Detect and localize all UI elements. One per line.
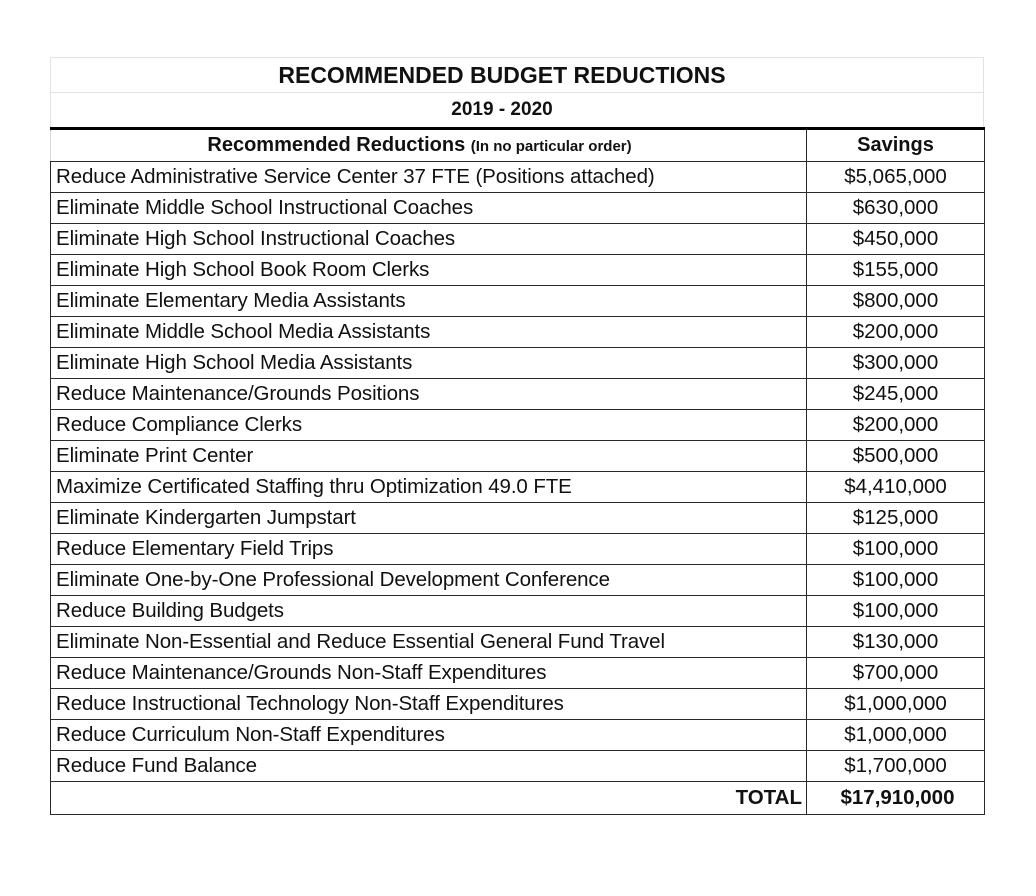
reduction-description: Reduce Curriculum Non-Staff Expenditures	[51, 720, 807, 751]
reduction-description: Eliminate High School Media Assistants	[51, 348, 807, 379]
table-row	[51, 193, 985, 224]
table-row	[51, 224, 985, 255]
table-body	[51, 162, 985, 782]
reduction-description: Eliminate High School Book Room Clerks	[51, 255, 807, 286]
reduction-savings: $100,000	[807, 565, 985, 596]
reduction-savings: $450,000	[807, 224, 985, 255]
reduction-savings: $200,000	[807, 317, 985, 348]
reduction-description: Reduce Fund Balance	[51, 751, 807, 782]
reduction-description: Eliminate Print Center	[51, 441, 807, 472]
table-row	[51, 658, 985, 689]
reduction-description: Eliminate Kindergarten Jumpstart	[51, 503, 807, 534]
header-label: Recommended Reductions	[207, 134, 466, 156]
table-row	[51, 162, 985, 193]
header-note: (In no particular order)	[470, 138, 632, 155]
reduction-savings: $1,000,000	[807, 720, 985, 751]
table-header-row	[51, 129, 985, 162]
budget-reductions-table	[50, 127, 985, 815]
total-label: TOTAL	[51, 782, 807, 815]
table-row	[51, 286, 985, 317]
header-recommended-reductions	[51, 129, 807, 162]
reduction-description: Eliminate Elementary Media Assistants	[51, 286, 807, 317]
table-row	[51, 441, 985, 472]
reduction-savings: $200,000	[807, 410, 985, 441]
reduction-savings: $155,000	[807, 255, 985, 286]
reduction-savings: $4,410,000	[807, 472, 985, 503]
reduction-savings: $700,000	[807, 658, 985, 689]
reduction-savings: $125,000	[807, 503, 985, 534]
table-row	[51, 410, 985, 441]
reduction-savings: $300,000	[807, 348, 985, 379]
table-row	[51, 472, 985, 503]
reduction-description: Reduce Elementary Field Trips	[51, 534, 807, 565]
reduction-description: Reduce Compliance Clerks	[51, 410, 807, 441]
table-row	[51, 255, 985, 286]
reduction-savings: $500,000	[807, 441, 985, 472]
reduction-description: Eliminate High School Instructional Coaches	[51, 224, 807, 255]
reduction-description: Eliminate Middle School Media Assistants	[51, 317, 807, 348]
reduction-savings: $1,700,000	[807, 751, 985, 782]
table-row	[51, 627, 985, 658]
table-row	[51, 534, 985, 565]
reduction-description: Maximize Certificated Staffing thru Optimization 49.0 FTE	[51, 472, 807, 503]
fiscal-year: 2019 - 2020	[451, 99, 553, 120]
reduction-savings: $800,000	[807, 286, 985, 317]
table-row	[51, 565, 985, 596]
reduction-savings: $630,000	[807, 193, 985, 224]
subtitle-row	[50, 92, 984, 127]
total-row	[51, 782, 985, 815]
table-row	[51, 689, 985, 720]
header-savings: Savings	[807, 129, 985, 162]
table-row	[51, 317, 985, 348]
table-row	[51, 720, 985, 751]
table-row	[51, 751, 985, 782]
reduction-savings: $100,000	[807, 534, 985, 565]
reduction-description: Reduce Maintenance/Grounds Non-Staff Expenditures	[51, 658, 807, 689]
budget-sheet	[50, 57, 984, 815]
reduction-savings: $5,065,000	[807, 162, 985, 193]
reduction-description: Reduce Maintenance/Grounds Positions	[51, 379, 807, 410]
reduction-savings: $1,000,000	[807, 689, 985, 720]
reduction-description: Reduce Building Budgets	[51, 596, 807, 627]
reduction-description: Eliminate Non-Essential and Reduce Essential General Fund Travel	[51, 627, 807, 658]
reduction-savings: $130,000	[807, 627, 985, 658]
reduction-description: Eliminate One-by-One Professional Development Conference	[51, 565, 807, 596]
reduction-savings: $245,000	[807, 379, 985, 410]
table-row	[51, 503, 985, 534]
reduction-savings: $100,000	[807, 596, 985, 627]
title-row	[50, 57, 984, 92]
total-value: $17,910,000	[807, 782, 985, 815]
reduction-description: Eliminate Middle School Instructional Coaches	[51, 193, 807, 224]
table-row	[51, 348, 985, 379]
reduction-description: Reduce Administrative Service Center 37 FTE (Positions attached)	[51, 162, 807, 193]
reduction-description: Reduce Instructional Technology Non-Staff Expenditures	[51, 689, 807, 720]
table-row	[51, 596, 985, 627]
document-title: RECOMMENDED BUDGET REDUCTIONS	[278, 61, 726, 88]
table-row	[51, 379, 985, 410]
